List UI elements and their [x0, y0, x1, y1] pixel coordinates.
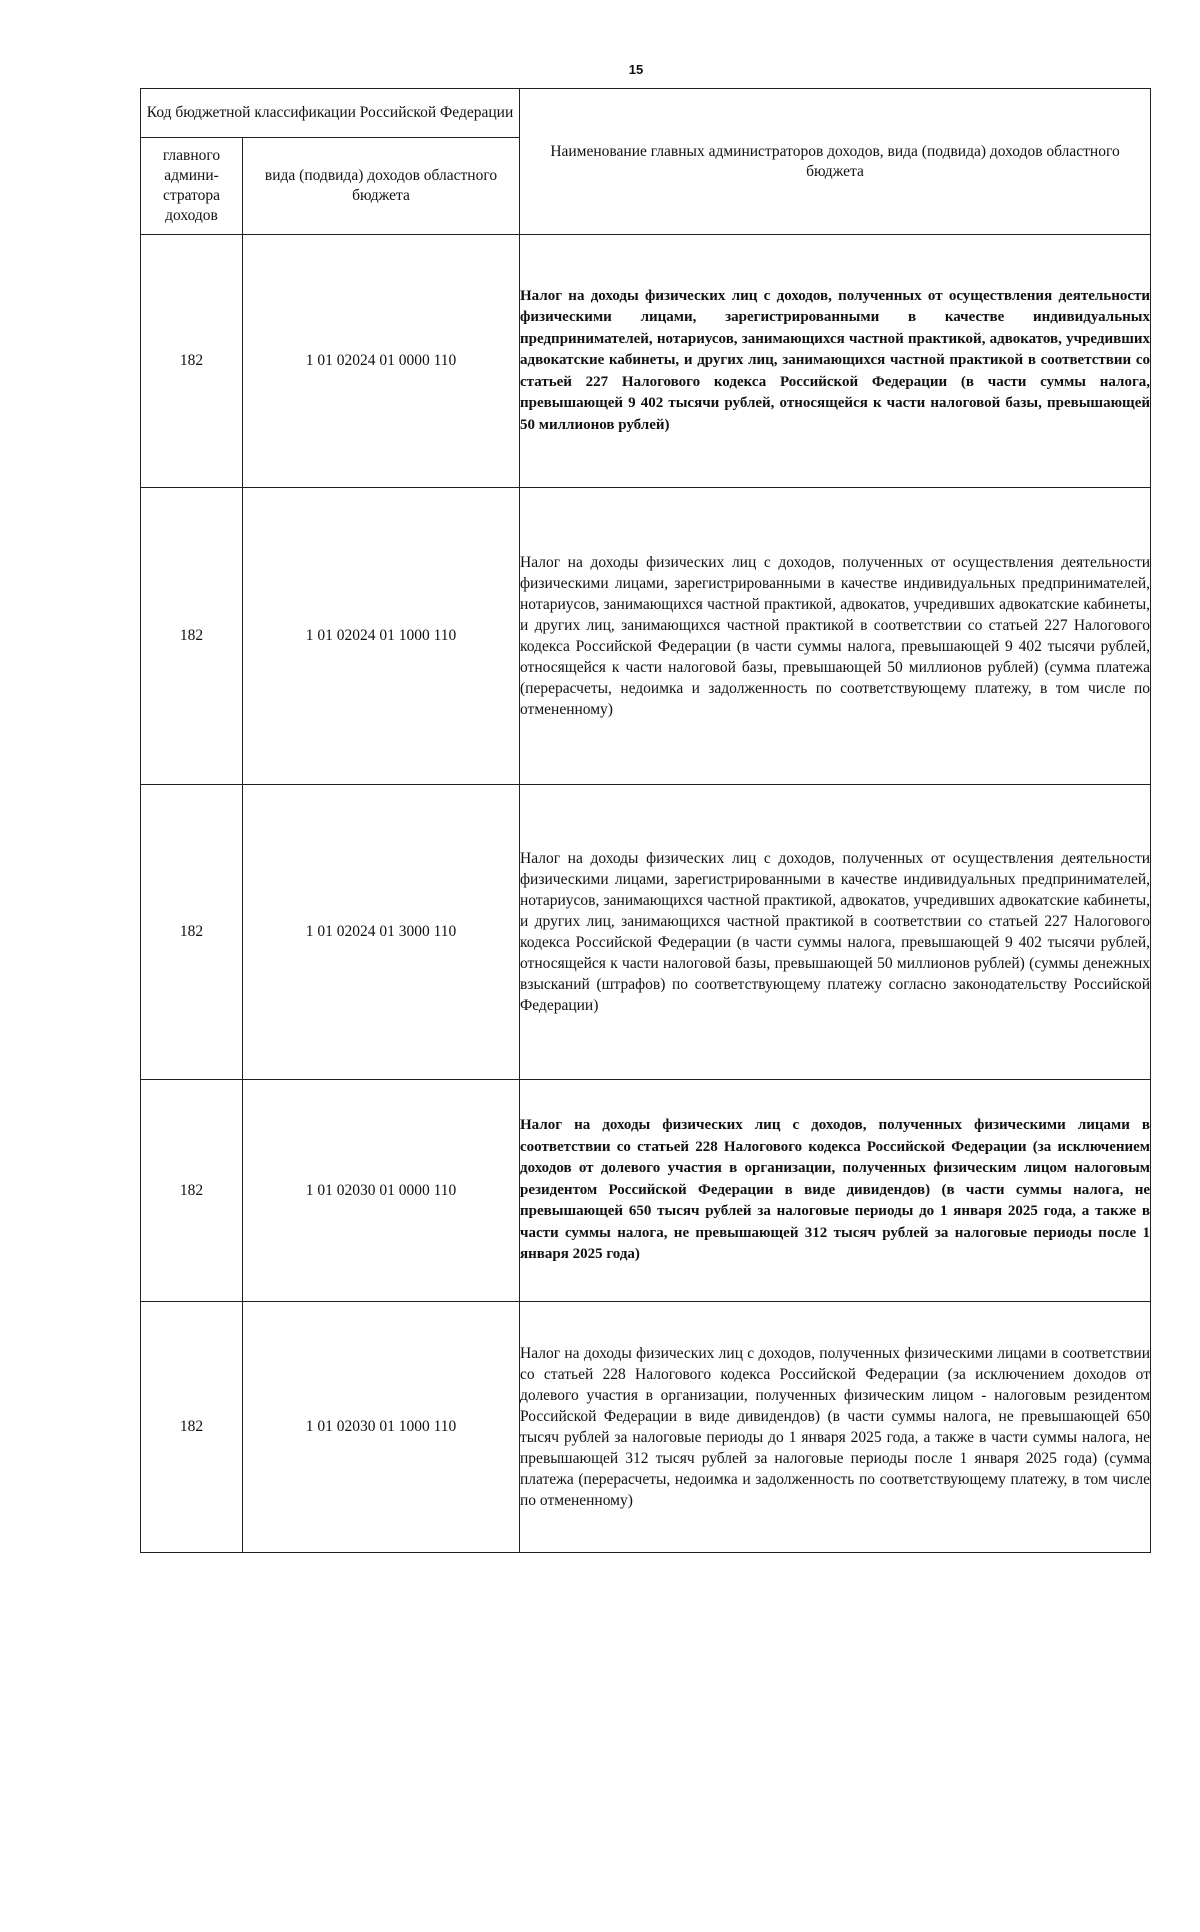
admin-code-cell: 182 [141, 488, 243, 785]
description-cell: Налог на доходы физических лиц с доходов, полученных от осуществления деятельности физическими лицами, зарегистрированными в качестве индивидуальных предпринимателей, нотариусов, занимающихся частной практикой, адвокатов, учредивших адвокатские кабинеты, и других лиц, занимающихся частной практикой в соответствии со статьей 227 Налогового кодекса Российской Федерации (в части суммы налога, превышающей 9 402 тысячи рублей, относящейся к части налоговой базы, превышающей 50 миллионов рублей) (суммы денежных взысканий (штрафов) по соответствующему платежу согласно законодательству Российской Федерации) [520, 785, 1151, 1080]
admin-code-cell: 182 [141, 235, 243, 488]
header-admin-code: главного админи-стратора доходов [141, 138, 243, 235]
admin-code-cell: 182 [141, 1302, 243, 1553]
income-code-cell: 1 01 02030 01 0000 110 [243, 1080, 520, 1302]
description-cell: Налог на доходы физических лиц с доходов, полученных от осуществления деятельности физическими лицами, зарегистрированными в качестве индивидуальных предпринимателей, нотариусов, занимающихся частной практикой, адвокатов, учредивших адвокатские кабинеты, и других лиц, занимающихся частной практикой в соответствии со статьей 227 Налогового кодекса Российской Федерации (в части суммы налога, превышающей 9 402 тысячи рублей, относящейся к части налоговой базы, превышающей 50 миллионов рублей) [520, 235, 1151, 488]
income-code-cell: 1 01 02024 01 0000 110 [243, 235, 520, 488]
table-row [141, 785, 1151, 1080]
admin-code-cell: 182 [141, 1080, 243, 1302]
description-cell: Налог на доходы физических лиц с доходов, полученных от осуществления деятельности физическими лицами, зарегистрированными в качестве индивидуальных предпринимателей, нотариусов, занимающихся частной практикой, адвокатов, учредивших адвокатские кабинеты, и других лиц, занимающихся частной практикой в соответствии со статьей 227 Налогового кодекса Российской Федерации (в части суммы налога, превышающей 9 402 тысячи рублей, относящейся к части налоговой базы, превышающей 50 миллионов рублей) (сумма платежа (перерасчеты, недоимка и задолженность по соответствующему платежу, в том числе по отмененному) [520, 488, 1151, 785]
header-classification-code: Код бюджетной классификации Российской Федерации [141, 89, 520, 138]
header-income-code: вида (подвида) доходов областного бюджета [243, 138, 520, 235]
table-row [141, 488, 1151, 785]
table-row [141, 235, 1151, 488]
income-code-cell: 1 01 02024 01 3000 110 [243, 785, 520, 1080]
page-number: 15 [628, 62, 644, 77]
description-cell: Налог на доходы физических лиц с доходов, полученных физическими лицами в соответствии со статьей 228 Налогового кодекса Российской Федерации (за исключением доходов от долевого участия в организации, полученных физическим лицом налоговым резидентом Российской Федерации в виде дивидендов) (в части суммы налога, не превышающей 650 тысяч рублей за налоговые периоды до 1 января 2025 года, а также в части суммы налога, не превышающей 312 тысяч рублей за налоговые периоды после 1 января 2025 года) [520, 1080, 1151, 1302]
income-code-cell: 1 01 02024 01 1000 110 [243, 488, 520, 785]
header-name: Наименование главных администраторов доходов, вида (подвида) доходов областного бюджета [520, 89, 1151, 235]
table-row [141, 1080, 1151, 1302]
table-row [141, 1302, 1151, 1553]
description-cell: Налог на доходы физических лиц с доходов, полученных физическими лицами в соответствии со статьей 228 Налогового кодекса Российской Федерации (за исключением доходов от долевого участия в организации, полученных физическим лицом - налоговым резидентом Российской Федерации в виде дивидендов) (в части суммы налога, не превышающей 650 тысяч рублей за налоговые периоды до 1 января 2025 года, а также в части суммы налога, не превышающей 312 тысяч рублей за налоговые периоды после 1 января 2025 года) (сумма платежа (перерасчеты, недоимка и задолженность по соответствующему платежу, в том числе по отмененному) [520, 1302, 1151, 1553]
income-code-cell: 1 01 02030 01 1000 110 [243, 1302, 520, 1553]
budget-classification-table [140, 88, 1151, 1553]
table-header-row [141, 89, 1151, 138]
admin-code-cell: 182 [141, 785, 243, 1080]
